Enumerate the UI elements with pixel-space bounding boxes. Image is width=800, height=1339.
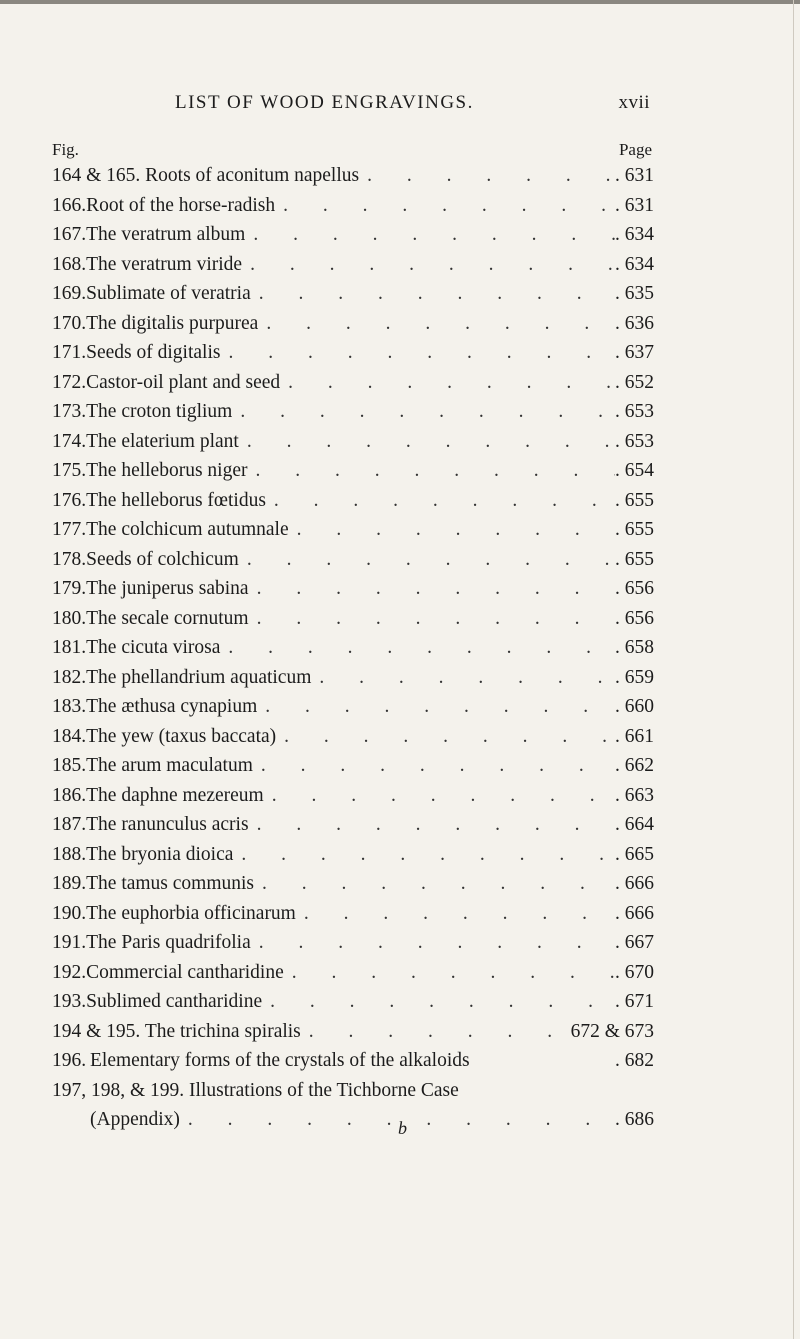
- scan-right-edge: [793, 0, 794, 1339]
- engraving-title: Root of the horse-radish: [86, 194, 276, 216]
- list-item: [52, 608, 654, 638]
- figure-number: 189.: [52, 873, 87, 894]
- figure-number: 169.: [52, 283, 87, 304]
- figure-number: 177.: [52, 519, 87, 540]
- page-reference: . 653: [615, 401, 654, 422]
- dot-leader: [220, 342, 615, 364]
- list-item: [52, 755, 654, 785]
- list-item: [52, 962, 654, 992]
- list-item: [52, 165, 654, 195]
- list-item: [52, 991, 654, 1021]
- page-reference: . 656: [615, 607, 654, 629]
- page-column-heading: Page: [618, 140, 652, 159]
- list-item: [52, 313, 654, 343]
- engraving-title: The euphorbia officinarum: [86, 902, 296, 924]
- dot-leader: [232, 401, 615, 423]
- dot-leader: [276, 726, 615, 748]
- dot-leader: [257, 696, 615, 718]
- engraving-title: The veratrum album: [86, 224, 246, 245]
- page-reference: . 655: [615, 548, 654, 570]
- fig-column-heading: Fig.: [52, 140, 79, 159]
- page-numeral: xvii: [618, 92, 650, 113]
- engraving-title-continued: (Appendix): [90, 1109, 180, 1130]
- list-item: [52, 431, 654, 461]
- engraving-title: 164 & 165. Roots of aconitum napellus: [52, 165, 360, 186]
- figure-number: 193.: [52, 991, 87, 1012]
- dot-leader: [233, 844, 615, 866]
- dot-leader: [251, 283, 615, 305]
- page-reference: . 666: [615, 873, 654, 894]
- list-item: [52, 460, 654, 490]
- page-reference: . 631: [615, 165, 654, 186]
- page-reference: . 661: [615, 725, 654, 747]
- page-header: [175, 92, 650, 114]
- list-item: [52, 578, 654, 608]
- page-reference: . 664: [615, 814, 654, 835]
- list-item: [52, 696, 654, 726]
- dot-leader: [296, 903, 615, 925]
- figure-number: 188.: [52, 843, 87, 865]
- figure-number: 180.: [52, 607, 87, 629]
- list-item: [52, 224, 654, 254]
- page-reference: . 660: [615, 696, 654, 717]
- figure-number: 167.: [52, 224, 87, 245]
- dot-leader: [254, 873, 615, 895]
- list-item: [52, 932, 654, 962]
- engraving-title: The digitalis purpurea: [86, 312, 259, 334]
- engraving-title: The Paris quadrifolia: [86, 932, 251, 953]
- dot-leader: [266, 490, 615, 512]
- engraving-title: The tamus communis: [86, 873, 255, 894]
- engraving-title: The yew (taxus baccata): [86, 725, 277, 747]
- list-item: [52, 814, 654, 844]
- page-reference: . 658: [615, 637, 654, 658]
- list-item: [52, 873, 654, 903]
- signature-mark: b: [398, 1118, 407, 1138]
- engraving-title: Commercial cantharidine: [86, 961, 284, 983]
- page-reference: . 652: [615, 371, 654, 393]
- page-reference: . 682: [615, 1050, 654, 1071]
- engraving-title: The daphne mezereum: [86, 784, 264, 806]
- engraving-title: Sublimed cantharidine: [86, 991, 263, 1012]
- list-item: [52, 195, 654, 225]
- list-item: [52, 283, 654, 313]
- page-reference: . 659: [615, 666, 654, 688]
- figure-number: 175.: [52, 460, 87, 481]
- figure-number: 191.: [52, 932, 87, 953]
- engravings-list: [52, 165, 654, 1139]
- list-item: [52, 844, 654, 874]
- figure-number: 184.: [52, 725, 87, 747]
- figure-number: 179.: [52, 578, 87, 599]
- figure-number: 176.: [52, 489, 87, 511]
- dot-leader: [359, 165, 615, 187]
- figure-number: 182.: [52, 666, 87, 688]
- figure-number: 166.: [52, 194, 87, 216]
- page-reference: . 671: [615, 991, 654, 1012]
- page-reference: . 635: [615, 283, 654, 304]
- engraving-title: Elementary forms of the crystals of the alkaloids: [90, 1050, 470, 1071]
- column-headings: [52, 140, 652, 160]
- list-item: [52, 519, 654, 549]
- dot-leader: [251, 932, 615, 954]
- engraving-title: The elaterium plant: [86, 430, 239, 452]
- running-title: LIST OF WOOD ENGRAVINGS.: [175, 92, 474, 113]
- engraving-title: Seeds of colchicum: [86, 548, 239, 570]
- page-reference: . 665: [615, 843, 654, 865]
- dot-leader: [239, 549, 615, 571]
- engraving-title: The bryonia dioica: [86, 843, 234, 865]
- engraving-title: Castor-oil plant and seed: [86, 371, 281, 393]
- figure-number: 196.: [52, 1050, 87, 1071]
- dot-leader: [280, 372, 615, 394]
- figure-number: 173.: [52, 401, 87, 422]
- engraving-title: The secale cornutum: [86, 607, 249, 629]
- figure-number: 168.: [52, 253, 87, 275]
- engraving-title: The ranunculus acris: [86, 814, 249, 835]
- figure-number: 183.: [52, 696, 87, 717]
- page-reference: . 667: [615, 932, 654, 953]
- dot-leader: [284, 962, 615, 984]
- figure-number: 171.: [52, 342, 87, 363]
- list-item: [52, 785, 654, 815]
- dot-leader: [249, 608, 615, 630]
- figure-number: 185.: [52, 755, 87, 776]
- list-item: [52, 372, 654, 402]
- engraving-title: The æthusa cynapium: [86, 696, 258, 717]
- page-reference: . 637: [615, 342, 654, 363]
- page-reference: . 662: [615, 755, 654, 776]
- list-item-continuation: [52, 1109, 654, 1139]
- dot-leader: [220, 637, 615, 659]
- dot-leader: [275, 195, 615, 217]
- dot-leader: [245, 224, 615, 246]
- dot-leader: [248, 460, 616, 482]
- scan-top-edge: [0, 0, 800, 4]
- list-item: [52, 637, 654, 667]
- page-reference: 672 & 673: [570, 1020, 654, 1042]
- dot-leader: [311, 667, 615, 689]
- page-reference: . 636: [615, 312, 654, 334]
- figure-number: 187.: [52, 814, 87, 835]
- engraving-title: Seeds of digitalis: [86, 342, 221, 363]
- dot-leader: [264, 785, 615, 807]
- list-item: [52, 490, 654, 520]
- page-reference: . 634: [615, 253, 654, 275]
- dot-leader: [253, 755, 615, 777]
- dot-leader: [301, 1021, 571, 1043]
- page-reference: . 666: [615, 902, 654, 924]
- dot-leader: [242, 254, 615, 276]
- dot-leader: [249, 578, 615, 600]
- engraving-title: The colchicum autumnale: [86, 519, 289, 540]
- page-reference: . 631: [615, 194, 654, 216]
- dot-leader: [239, 431, 615, 453]
- figure-number: 190.: [52, 902, 87, 924]
- page-reference: . 655: [615, 519, 654, 540]
- page-reference: . 653: [615, 430, 654, 452]
- engraving-title: 197, 198, & 199. Illustrations of the Tichborne Case: [52, 1079, 459, 1101]
- page-reference: . 686: [615, 1109, 654, 1130]
- list-item: [52, 342, 654, 372]
- list-item: [52, 1021, 654, 1051]
- engraving-title: 194 & 195. The trichina spiralis: [52, 1020, 301, 1042]
- figure-number: 178.: [52, 548, 87, 570]
- list-item: [52, 1080, 654, 1110]
- list-item: [52, 903, 654, 933]
- figure-number: 170.: [52, 312, 87, 334]
- dot-leader: [262, 991, 615, 1013]
- figure-number: 192.: [52, 961, 87, 983]
- page-reference: . 656: [615, 578, 654, 599]
- page-reference: . 670: [615, 961, 654, 983]
- figure-number: 186.: [52, 784, 87, 806]
- page-reference: . 655: [615, 489, 654, 511]
- list-item: [52, 549, 654, 579]
- engraving-title: Sublimate of veratria: [86, 283, 251, 304]
- figure-number: 174.: [52, 430, 87, 452]
- list-item: [52, 667, 654, 697]
- dot-leader: [289, 519, 615, 541]
- engraving-title: The cicuta virosa: [86, 637, 221, 658]
- list-item: [52, 1050, 654, 1080]
- engraving-title: The helleborus fœtidus: [86, 489, 266, 511]
- engraving-title: The helleborus niger: [86, 460, 248, 481]
- engraving-title: The phellandrium aquaticum: [86, 666, 312, 688]
- engraving-title: The croton tiglium: [86, 401, 233, 422]
- page-reference: . 634: [615, 224, 654, 245]
- dot-leader: [258, 313, 615, 335]
- page-reference: . 654: [615, 460, 654, 481]
- figure-number: 172.: [52, 371, 87, 393]
- figure-number: 181.: [52, 637, 87, 658]
- engraving-title: The arum maculatum: [86, 755, 253, 776]
- dot-leader: [249, 814, 615, 836]
- engraving-title: The juniperus sabina: [86, 578, 249, 599]
- list-item: [52, 254, 654, 284]
- list-item: [52, 401, 654, 431]
- page-reference: . 663: [615, 784, 654, 806]
- list-item: [52, 726, 654, 756]
- engraving-title: The veratrum viride: [86, 253, 243, 275]
